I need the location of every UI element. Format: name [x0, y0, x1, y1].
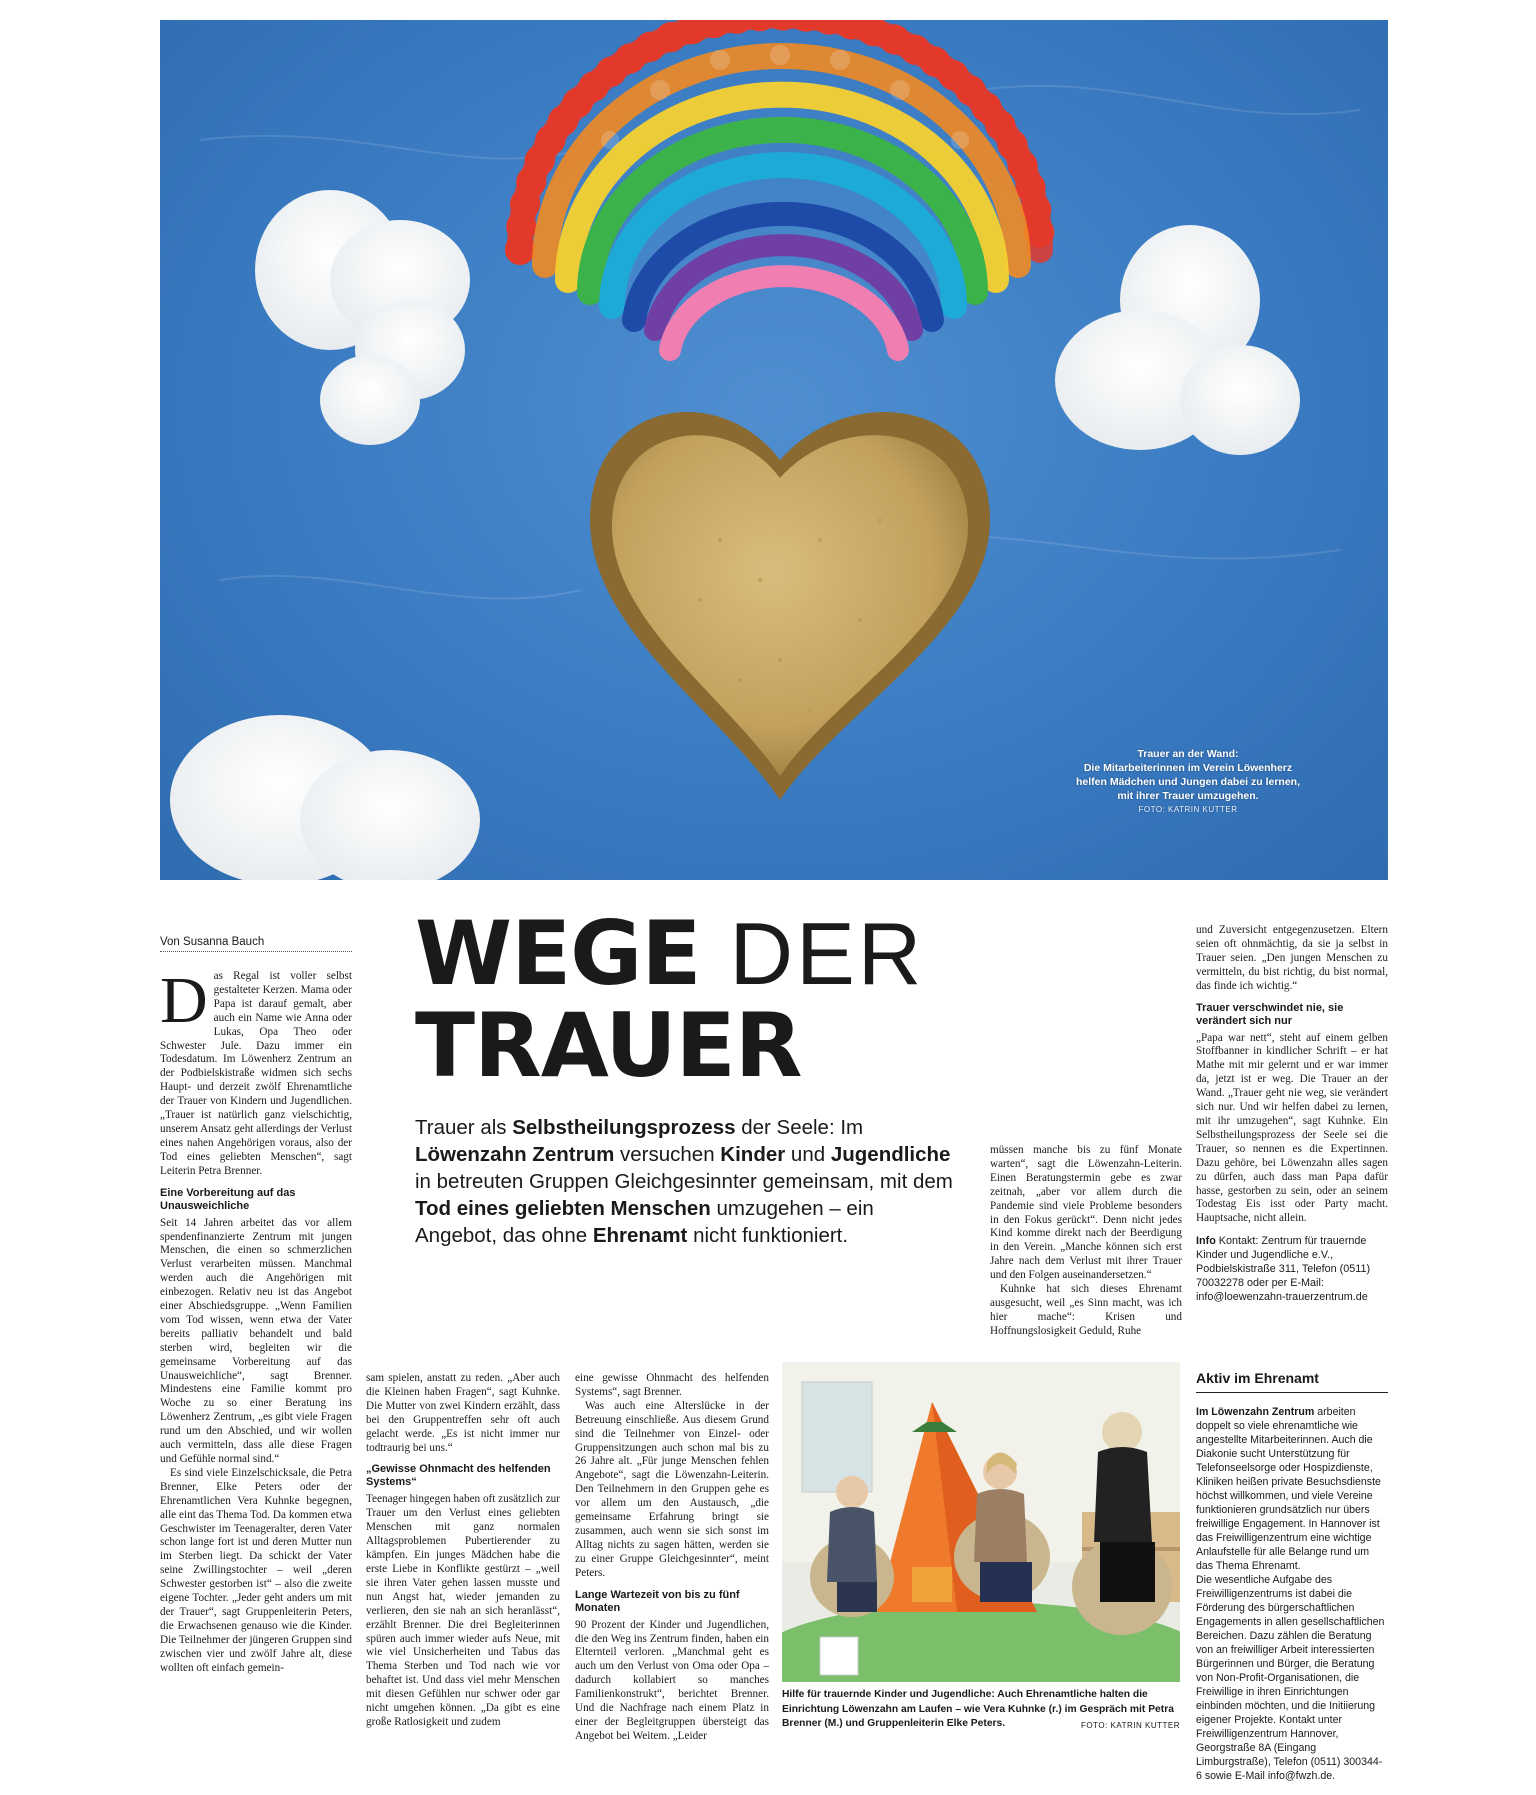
info-box: [1196, 1234, 1388, 1304]
article-paragraph: eine gewisse Ohnmacht des helfenden Systems“, sagt Brenner.: [575, 1372, 769, 1398]
interview-scene-illustration: [782, 1362, 1180, 1682]
article-paragraph: Seit 14 Jahren arbeitet das vor allem spendenfinanzierte Zentrum mit jungen Menschen, die einen so schmerzlichen Verlust verarbeiten müssen. Manchmal werden auch die Angehörigen mit einbezogen. Relativ neu ist das Angebot einer Abschiedsgruppe. „Wenn Familien vom Tod wissen, wenn etwa der Vater bereits palliativ behandelt und bald sterben wird, begleiten wir die gemeinsame Vorbereitung auf das Unausweichliche“, sagt Brenner. Mindestens eine Familie kommt pro Woche zu so einer Beratung ins Löwenherz Zentrum, „es gibt viele Fragen rund um den Abschied, und wir wollen auch vermitteln, dass alle diese Fragen und Gefühle normal sind.“: [160, 1216, 352, 1465]
subheading: Trauer verschwindet nie, sie verändert sich nur: [1196, 1001, 1344, 1027]
interview-photo-caption: [782, 1688, 1180, 1734]
lead-bold: Ehrenamt: [592, 1224, 688, 1247]
info-label: Info: [1196, 1235, 1216, 1248]
lead-bold: Kinder: [720, 1143, 786, 1166]
paragraph-text: as Regal ist voller selbst gestalteter Kerzen. Mama oder Papa ist darauf gemalt, aber auch ein Name wie Anna oder Lukas, Opa Theo oder Schwester Jule. Dazu immer ein Todesdatum. Im Löwenherz Zentrum an der Podbielskistraße widmen sich sechs Haupt- und derzeit zwölf Ehrenamtliche der Trauer von Kindern und Jugendlichen. „Trauer ist natürlich ganz vielschichtig, unserem Ansatz geht allerdings der Verlust eines nahen Angehörigen voraus, also der Tod eines geliebten Menschen“, sagt Leiterin Petra Brenner.: [160, 970, 352, 1177]
hero-caption-line: helfen Mädchen und Jungen dabei zu lernen,: [1075, 776, 1301, 788]
byline: Von Susanna Bauch: [160, 936, 352, 952]
article-paragraph: und Zuversicht entgegenzusetzen. Eltern seien oft ohnmächtig, da sie ja selbst in Trauer seien. „Den jungen Menschen zu vermitteln, du bist richtig, du bist normal, das finde ich wichtig.“: [1196, 924, 1388, 992]
article-column-5: [1196, 924, 1388, 1304]
lead-text: Trauer als: [415, 1116, 513, 1139]
sidebar-paragraph: Die wesentliche Aufgabe des Freiwilligenzentrums ist dabei die Förderung des bürgerschaftlichen Engagements in allen gesellschaftlichen Bereichen. Dazu zählen die Beratung von an freiwilliger Arbeit interessierten Bürgerinnen und Bürger, die Beratung von Non-Profit-Organisationen, die Freiwillige in ihren Einrichtungen einbinden möchten, und die Initiierung eigener Projekte. Kontakt unter Freiwilligenzentrum Hannover, Georgstraße 8A (Eingang Limburgstraße), Telefon (0511) 300344-6 sowie E-Mail info@fwzh.de.: [1196, 1574, 1385, 1782]
photo-credit: FOTO: KATRIN KUTTER: [1081, 1721, 1180, 1730]
lead-bold: Tod eines geliebten Menschen: [415, 1197, 711, 1220]
lead-bold: Löwenzahn Zentrum: [415, 1143, 615, 1166]
hero-caption-line: mit ihrer Trauer umzugehen.: [1117, 790, 1259, 802]
article-paragraph: „Papa war nett“, steht auf einem gelben Stoffbanner in kindlicher Schrift – er hat Mathe mit mir gelernt und er war immer da, jetzt ist er weg. Die Trauer an der Wand. „Trauer geht nie weg, sie verändert sich nur. Und wir helfen dabei zu lernen, mit ihr umzugehen“, sagt Kuhnke. Ein Selbstheilungsprozess der Seele sei die Trauer, so nennen es die Expertinnen. Dazu gehöre, bei Löwenzahn alles sagen zu dürfen, auch dass man Papa dafür hasse, gestorben zu sein, oder an seinem Todestag Eis isst oder Party macht. Hauptsache, nicht allein.: [1196, 1031, 1388, 1225]
hero-caption-title: Trauer an der Wand:: [1137, 748, 1239, 760]
lead-text: umzugehen – ein Angebot, das ohne: [415, 1197, 874, 1247]
sidebar-lead-bold: Im Löwenzahn Zentrum: [1196, 1406, 1315, 1418]
sidebar-title: Aktiv im Ehrenamt: [1196, 1370, 1388, 1393]
lead-text: der Seele: Im: [735, 1116, 864, 1139]
article-paragraph: 90 Prozent der Kinder und Jugendlichen, die den Weg ins Zentrum finden, haben ein Elternteil verloren. „Manchmal geht es auch um den Verlust von Oma oder Opa – dadurch kollabiert so manches Familienkonstrukt“, berichtet Brenner. Und die Nachfrage nach einem Platz in einer der Begleitgruppen übersteigt das Angebot bei Weitem. „Leider: [575, 1618, 769, 1742]
hero-photo-credit: FOTO: KATRIN KUTTER: [1138, 805, 1238, 814]
article-paragraph: Was auch eine Alterslücke in der Betreuung einschließe. Aus diesem Grund sind die Teilnehmer von Einzel- oder Gruppensitzungen auch schon mal bis zu 26 Jahre alt. „Für junge Menschen fehlen Angebote“, sagt die Löwenzahn-Leiterin. Den Teilnehmern in den Gruppen gehe es vor allem um den Austausch, „die gemeinsame Erfahrung bringt sie zusammen, auch wenn sie sich sonst im Alltag nichts zu sagen hätten, werden sie zu einer Gruppe Gleichgesinnter“, meint Peters.: [575, 1399, 769, 1579]
article-paragraph: Kuhnke hat sich dieses Ehrenamt ausgesucht, weil „es Sinn macht, was ich hier mache“: Krisen und Hoffnungslosigkeit Geduld, Ruhe: [990, 1283, 1182, 1337]
caption-text: Hilfe für trauernde Kinder und Jugendliche: Auch Ehrenamtliche halten die Einrichtung Löwenzahn am Laufen – wie Vera Kuhnke (r.) im Gespräch mit Petra Brenner (M.) und Gruppenleiterin Elke Peters.: [782, 1689, 1174, 1729]
subheading: „Gewisse Ohnmacht des helfenden Systems“: [366, 1463, 551, 1489]
lead-text: in betreuten Gruppen Gleichgesinnter gemeinsam, mit dem: [415, 1170, 953, 1193]
hero-caption: [1048, 747, 1328, 817]
article-column-2: [366, 1372, 560, 1730]
hero-caption-line: Die Mitarbeiterinnen im Verein Löwenherz: [1083, 762, 1293, 774]
article-column-1: [160, 964, 352, 1676]
sidebar-text: [1196, 1405, 1388, 1783]
article-paragraph: Es sind viele Einzelschicksale, die Petra Brenner, Elke Peters oder der Ehrenamtlichen Vera Kuhnke begegnen, alle eint das Thema Tod. Da kommen etwa Geschwister im Teenageralter, deren Vater schon lange fort ist und deren Mutter nun im Sterben liegt. Da schickt der Vater seine Zwillingstochter – weil „deren Schwester gestorben ist“ – also die zweite eigene Tochter. „Jeder geht anders um mit der Trauer“, sagt Gruppenleiterin Peters, die Erwachsenen genauso wie die Kinder. Die Teilnehmer der jüngeren Gruppen sind zwischen vier und zwölf Jahre alt, diese wollten oft einfach gemein-: [160, 1466, 352, 1674]
headline-word: TRAUER: [415, 994, 802, 1097]
article-paragraph: sam spielen, anstatt zu reden. „Aber auch die Kleinen haben Fragen“, sagt Kuhnke. Die Mutter von zwei Kindern erzählt, dass bei den Gruppentreffen sehr oft auch gelacht werde. „Es ist nicht immer nur todtraurig bei uns.“: [366, 1372, 560, 1454]
lead-bold: Selbstheilungsprozess: [512, 1116, 736, 1139]
sidebar-text-span: arbeiten doppelt so viele ehrenamtliche wie angestellte Mitarbeiterinnen. Auch die Diakonie sucht Unterstützung für Telefonseelsorge oder Hospizdienste, Kliniken heißen private Besuchsdienste höchst willkommen, und viele Vereine funktionieren grundsätzlich nur übers freiwillige Engagement. In Hannover ist das Freiwilligenzentrum eine wichtige Anlaufstelle für alle Belange rund um das Thema Ehrenamt.: [1196, 1406, 1381, 1572]
subheading: Lange Wartezeit von bis zu fünf Monaten: [575, 1588, 740, 1614]
interview-photo: [782, 1362, 1180, 1682]
lead-text: versuchen: [614, 1143, 721, 1166]
lead-paragraph: [415, 1114, 955, 1249]
article-paragraph: Teenager hingegen haben oft zusätzlich zur Trauer um den Verlust eines geliebten Menschen mit ganz normalen Alltagsproblemen Pubertierender zu kämpfen. Ein junges Mädchen habe die erste Liebe in Konflikte gestürzt – „weil sie ihren Vater gehen lassen musste und nun Angst hat, wieder jemanden zu verlieren, den sie nah an sich heranlässt“, erzählt Brenner. Die drei Begleiterinnen spüren auch immer wieder aufs Neue, mit wie viel Unsicherheiten und Tabus das Thema Sterben und Tod nach wie vor behaftet ist. Und dass viel mehr Menschen mit diesen Gefühlen nur schwer oder gar nicht umgehen können. „Da gibt es eine große Ratlosigkeit und zudem: [366, 1493, 560, 1728]
subheading: Eine Vorbereitung auf das Unausweichliche: [160, 1186, 296, 1212]
sidebar-paragraph: [1196, 1405, 1388, 1573]
headline-word: WEGE: [415, 902, 701, 1005]
article-column-4: [990, 1144, 1182, 1339]
headline: [415, 902, 975, 1097]
info-text: Kontakt: Zentrum für trauernde Kinder und Jugendliche e.V., Podbielskistraße 311, Telefon (0511) 70032278 oder per E-Mail: info@loewenzahn-trauerzentrum.de: [1196, 1235, 1371, 1304]
lead-text: und: [785, 1143, 831, 1166]
hero-photo: [160, 20, 1388, 880]
headline-word: DER: [729, 904, 925, 1003]
article-paragraph: müssen manche bis zu fünf Monate warten“, sagt die Löwenzahn-Leiterin. Einen Beratungstermin gebe es zwar zeitnah, „aber vor allem durch die Pandemie sind viele Probleme besonders in den Fokus gerückt“. Denn nicht jedes Kind komme direkt nach der Beerdigung in den Verein. „Manche können sich erst Jahre nach dem Verlust mit ihrer Trauer und den Folgen auseinandersetzen.“: [990, 1144, 1182, 1282]
article-paragraph: [160, 964, 352, 1179]
lead-bold: Jugendliche: [830, 1143, 951, 1166]
lead-text: nicht funktioniert.: [687, 1224, 849, 1247]
drop-cap: D: [160, 964, 208, 1037]
article-column-3: [575, 1372, 769, 1744]
